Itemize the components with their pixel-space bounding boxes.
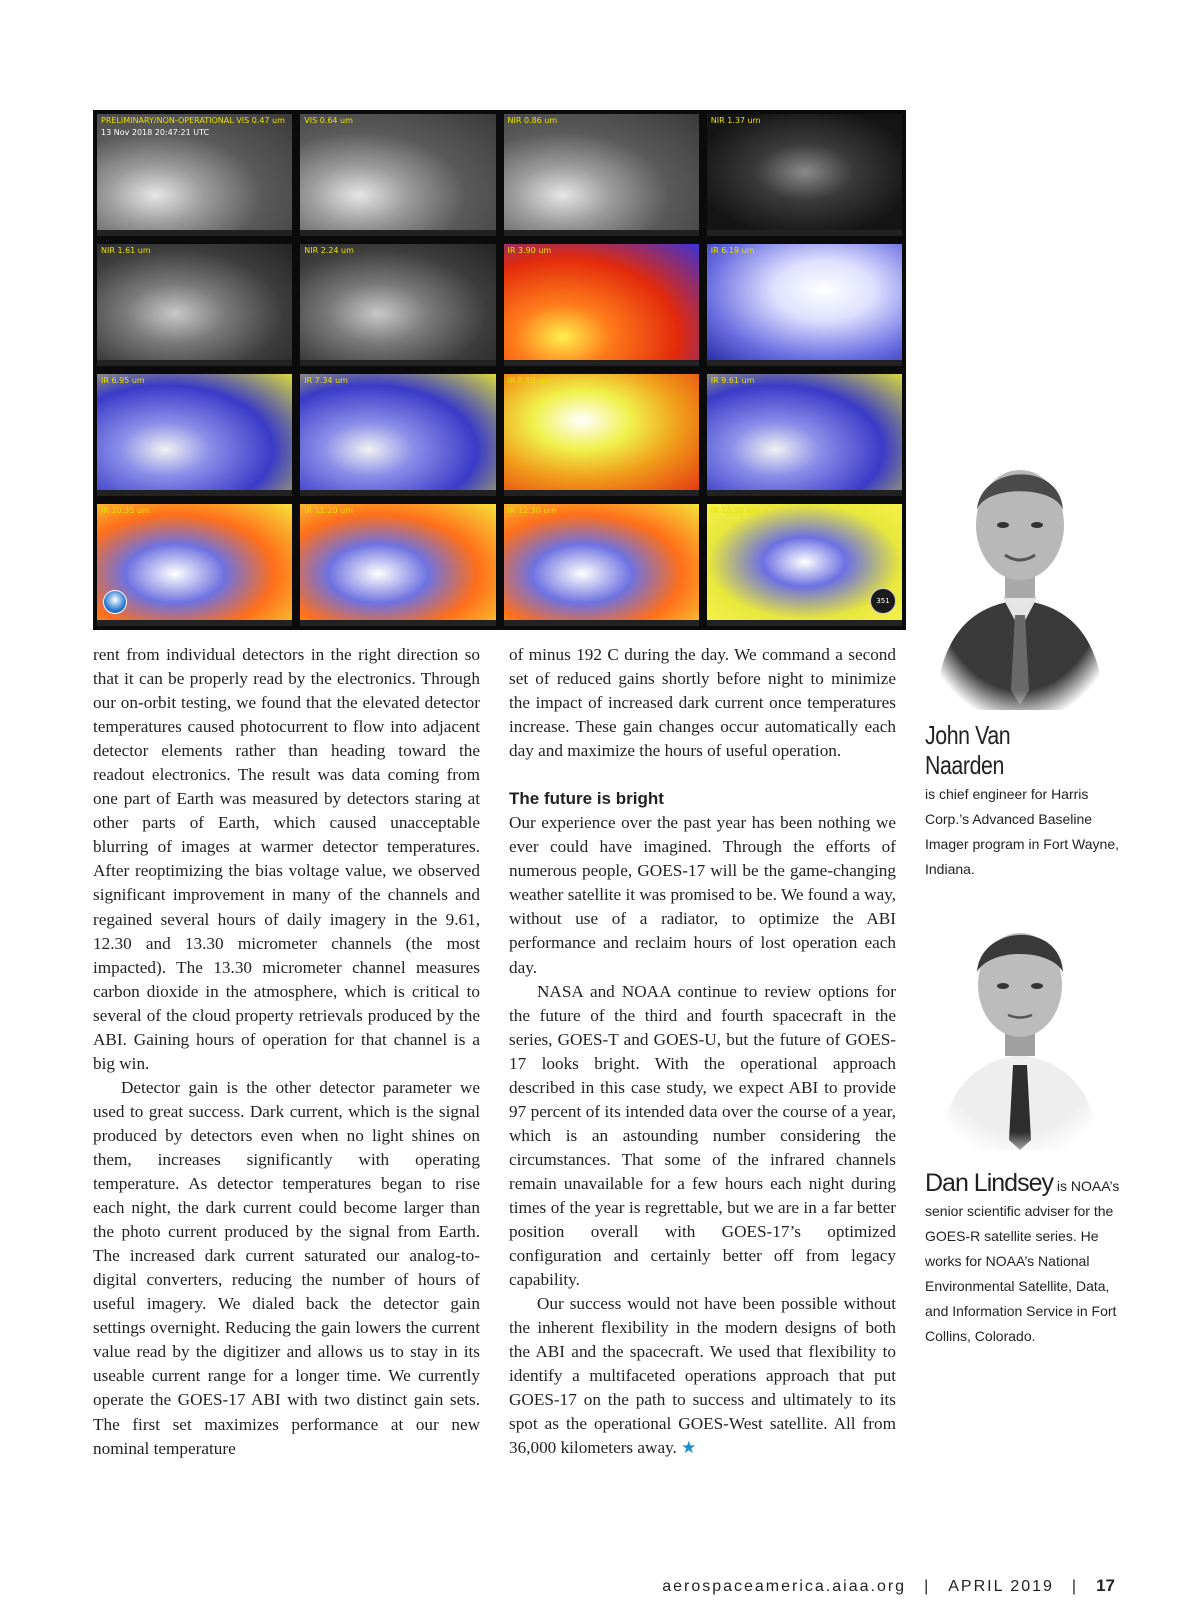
- section-heading: The future is bright: [509, 789, 664, 809]
- page-number: 17: [1096, 1576, 1115, 1595]
- color-scale-bar: [97, 492, 292, 496]
- page-footer: [662, 1576, 1115, 1596]
- channel-label: IR 6.19 um: [710, 246, 755, 255]
- paragraph: NASA and NOAA continue to review options for the future of the third and fourth spacecraft in the series, GOES-T and GOES-U, but the future of GOES-17 looks bright. With the operational approach described in this case study, we expect ABI to provide 97 percent of its intended data over the course of a year, which is an astounding number considering the circumstances. That some of the infrared channels remain unavailable for a few hours each night during times of the year is regrettable, but we are in a far better position overall with GOES-17’s optimized configuration and certainly better off from legacy capability.: [509, 981, 896, 1290]
- author-name: John Van Naarden: [925, 720, 1011, 780]
- satellite-channel-image: [300, 244, 495, 366]
- color-scale-bar: [300, 362, 495, 366]
- paragraph: [509, 1292, 896, 1460]
- color-scale-bar: [707, 622, 902, 626]
- channel-label: NIR 2.24 um: [304, 246, 354, 255]
- paragraph: rent from individual detectors in the right direction so that it can be properly read by the electronics. Through our on-orbit testing, we found that the elevated detector temperatures caused photocurrent to flow into adjacent detector elements rather than heading toward the readout electronics. The result was data coming from one part of Earth was measured by detectors staring at other parts of Earth, which caused unacceptable blurring of images at warmer detector temperatures. After reoptimizing the bias voltage value, we observed significant improvement in many of the channels and regained several hours of daily imagery in the 9.61, 12.30 and 13.30 micrometer channels (the most impacted). The 13.30 micrometer channel measures carbon dioxide in the atmosphere, which is critical to several of the cloud property retrievals produced by the ABI. Gaining hours of operation for that channel is a big win.: [93, 645, 480, 1073]
- satellite-channel-image: [97, 114, 292, 236]
- paragraph: Detector gain is the other detector parameter we used to great success. Dark current, which is the signal produced by detectors even when no light shines on them, increases significantly with operating temperature. As detector temperatures began to rise each night, the dark current could become larger than the photo current produced by the signal from Earth. The increased dark current saturated our analog-to-digital converters, reducing the number of hours of useful imagery. We dialed back the detector gain settings overnight. Reducing the gain lowers the current value read by the digitizer and allows us to stay in its useable current range for a longer time. We currently operate the GOES-17 ABI with two distinct gain sets. The first set maximizes performance at our new nominal temperature: [93, 1077, 480, 1458]
- satellite-channel-image: [504, 114, 699, 236]
- color-scale-bar: [300, 232, 495, 236]
- channel-label: IR 7.34 um: [304, 376, 348, 385]
- channel-label: IR 12.30 um: [507, 506, 557, 515]
- satellite-channel-image: [300, 114, 495, 236]
- color-scale-bar: [707, 492, 902, 496]
- color-scale-bar: [707, 232, 902, 236]
- satellite-channel-image: [707, 374, 902, 496]
- satellite-channel-image: [707, 504, 902, 626]
- end-mark-star-icon: ★: [681, 1438, 697, 1458]
- satellite-channel-image: [97, 244, 292, 366]
- color-scale-bar: [504, 232, 699, 236]
- color-scale-bar: [97, 232, 292, 236]
- footer-issue: APRIL 2019: [948, 1578, 1054, 1595]
- author-portrait: [925, 430, 1115, 710]
- satellite-channel-image: [97, 504, 292, 626]
- channel-label: IR 10.35 um: [101, 506, 150, 515]
- image-timestamp: 13 Nov 2018 20:47:21 UTC: [101, 128, 210, 137]
- channel-label: IR 9.61 um: [710, 376, 755, 385]
- color-scale-bar: [707, 362, 902, 366]
- satellite-channel-image: [300, 374, 495, 496]
- satellite-channel-image: [707, 244, 902, 366]
- noaa-logo-icon: [103, 590, 127, 614]
- satellite-imagery-figure: [93, 110, 906, 630]
- satellite-channel-image: [504, 504, 699, 626]
- footer-separator: |: [924, 1578, 931, 1595]
- channel-label: NIR 1.37 um: [710, 116, 761, 125]
- paragraph: of minus 192 C during the day. We command a second set of reduced gains shortly before night to minimize the impact of increased dark current once temperatures increase. These gain changes occur automatically each day and maximize the hours of useful operation.: [509, 645, 896, 761]
- author-description: is NOAA’s senior scientific adviser for the GOES-R satellite series. He works for NOAA’s National Environmental Satellite, Data, and Information Service in Fort Collins, Colorado.: [925, 1178, 1120, 1344]
- channel-label: NIR 0.86 um: [507, 116, 558, 125]
- footer-site-link[interactable]: aerospaceamerica.aiaa.org: [662, 1578, 907, 1595]
- channel-label: VIS 0.64 um: [304, 116, 353, 125]
- channel-label: IR 13.30 um: [710, 506, 760, 515]
- paragraph: Our experience over the past year has been nothing we ever could have imagined. Through the efforts of numerous people, GOES-17 will be the game-changing weather satellite it was promised to be. We found a way, without use of a radiator, to optimize the ABI performance and reclaim hours of lost operation each day.: [509, 813, 896, 977]
- channel-label: IR 6.95 um: [101, 376, 145, 385]
- satellite-channel-image: [504, 374, 699, 496]
- author-description: is chief engineer for Harris Corp.’s Advanced Baseline Imager program in Fort Wayne, Indiana.: [925, 786, 1119, 877]
- author-bio: [925, 720, 1125, 882]
- color-scale-bar: [504, 492, 699, 496]
- badge-icon: 351: [870, 588, 896, 614]
- channel-label: NIR 1.61 um: [101, 246, 151, 255]
- color-scale-bar: [504, 362, 699, 366]
- color-scale-bar: [97, 362, 292, 366]
- article-column-left: [93, 643, 480, 1461]
- author-portrait: [925, 900, 1115, 1150]
- color-scale-bar: [300, 622, 495, 626]
- author-name: Dan Lindsey: [925, 1169, 1053, 1197]
- channel-label: IR 11.20 um: [304, 506, 354, 515]
- satellite-channel-image: [300, 504, 495, 626]
- satellite-channel-image: [97, 374, 292, 496]
- footer-separator: |: [1071, 1578, 1079, 1595]
- channel-label: IR 3.90 um: [507, 246, 552, 255]
- author-bio: [925, 1168, 1125, 1349]
- color-scale-bar: [504, 622, 699, 626]
- color-scale-bar: [97, 622, 292, 626]
- color-scale-bar: [300, 492, 495, 496]
- satellite-channel-image: [504, 244, 699, 366]
- satellite-channel-image: [707, 114, 902, 236]
- channel-label: IR 8.50 um: [507, 376, 552, 385]
- channel-label: PRELIMINARY/NON-OPERATIONAL VIS 0.47 um: [101, 116, 285, 125]
- article-column-right: [509, 643, 896, 1461]
- paragraph-text: Our success would not have been possible without the inherent flexibility in the modern designs of both the ABI and the spacecraft. We used that flexibility to identify a multifaceted operations approach that put GOES-17 on the path to success and ultimately to its spot as the operational GOES-West satellite. All from 36,000 kilometers away.: [509, 1294, 896, 1458]
